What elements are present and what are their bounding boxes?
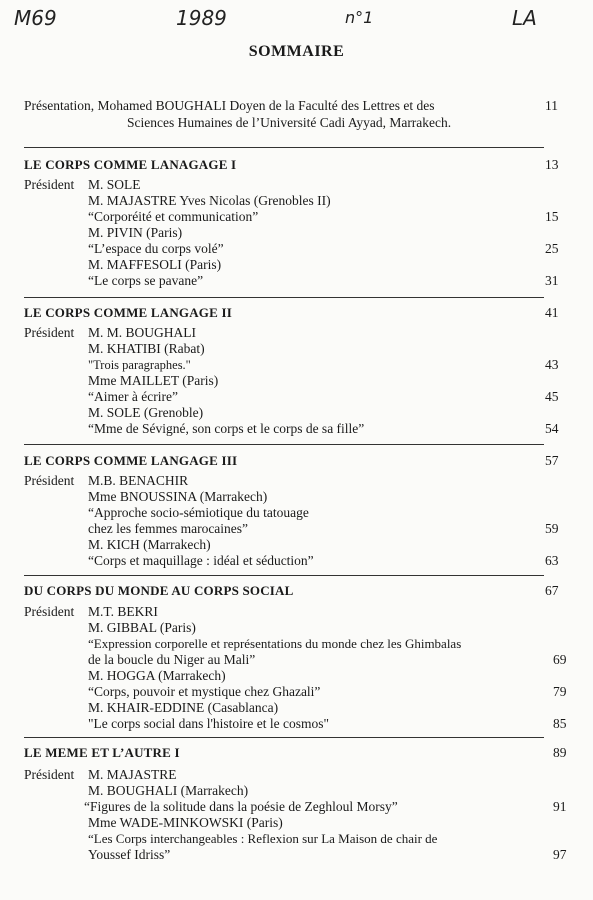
toc-entry: M. MAJASTRE Yves Nicolas (Grenobles II) xyxy=(88,193,331,208)
president-label: Président xyxy=(24,325,75,340)
section-page: 41 xyxy=(545,305,559,320)
toc-entry: “Expression corporelle et représentations du monde chez les Ghimbalas xyxy=(88,636,462,651)
toc-entry: “Corps et maquillage : idéal et séduction” xyxy=(88,553,314,568)
section-page: 57 xyxy=(545,453,559,468)
section-title: LE CORPS COMME LANAGAGE I xyxy=(24,157,237,172)
handwritten-note-2: 1989 xyxy=(176,6,227,30)
toc-entry: “Corporéité et communication” xyxy=(88,209,259,224)
handwritten-note-4: LA xyxy=(512,6,537,30)
toc-entry: “Corps, pouvoir et mystique chez Ghazali” xyxy=(88,684,321,699)
toc-entry: "Trois paragraphes." xyxy=(88,358,191,372)
toc-entry: M. KHAIR-EDDINE (Casablanca) xyxy=(88,700,279,715)
toc-entry: M. KICH (Marrakech) xyxy=(88,537,211,552)
toc-entry: M. HOGGA (Marrakech) xyxy=(88,668,226,683)
section-title: LE CORPS COMME LANGAGE II xyxy=(24,305,232,320)
section-title: LE MEME ET L’AUTRE I xyxy=(24,745,180,760)
toc-entry: M. MAFFESOLI (Paris) xyxy=(88,257,222,272)
section-title: LE CORPS COMME LANGAGE III xyxy=(24,453,238,468)
toc-entry: M.T. BEKRI xyxy=(88,604,158,619)
toc-page: 97 xyxy=(553,847,567,862)
president-label: Président xyxy=(24,473,75,488)
toc-page: 85 xyxy=(553,716,567,731)
toc-entry: M. KHATIBI (Rabat) xyxy=(88,341,205,356)
presentation-text-cont: Sciences Humaines de l’Université Cadi Ayyad, Marrakech. xyxy=(127,115,452,130)
toc-page: 63 xyxy=(545,553,559,568)
toc-entry: M. M. BOUGHALI xyxy=(88,325,196,340)
toc-page: 43 xyxy=(545,357,559,372)
toc-entry: Mme MAILLET (Paris) xyxy=(88,373,219,388)
toc-entry: M.B. BENACHIR xyxy=(88,473,189,488)
presentation-text: Présentation, Mohamed BOUGHALI Doyen de la Faculté des Lettres et des xyxy=(24,98,435,113)
toc-entry: M. PIVIN (Paris) xyxy=(88,225,183,240)
toc-entry: Mme WADE-MINKOWSKI (Paris) xyxy=(88,815,283,830)
toc-page: 91 xyxy=(553,799,567,814)
toc-entry: “Le corps se pavane” xyxy=(88,273,204,288)
toc-entry: “L’espace du corps volé” xyxy=(88,241,224,256)
toc-entry: M. GIBBAL (Paris) xyxy=(88,620,196,635)
toc-page: 79 xyxy=(553,684,567,699)
toc-page: 54 xyxy=(545,421,559,436)
toc-entry: Mme BNOUSSINA (Marrakech) xyxy=(88,489,268,504)
toc-entry: “Figures de la solitude dans la poésie de Zeghloul Morsy” xyxy=(84,799,398,814)
toc-entry: “Mme de Sévigné, son corps et le corps de sa fille” xyxy=(88,421,365,436)
page-title: SOMMAIRE xyxy=(248,43,345,60)
toc-entry: "Le corps social dans l'histoire et le cosmos" xyxy=(88,716,330,731)
president-label: Président xyxy=(24,604,75,619)
president-label: Président xyxy=(24,767,75,782)
toc-entry: M. SOLE xyxy=(88,177,141,192)
section-page: 13 xyxy=(545,157,559,172)
toc-entry: M. SOLE (Grenoble) xyxy=(88,405,204,420)
toc-entry: M. BOUGHALI (Marrakech) xyxy=(88,783,249,798)
president-label: Président xyxy=(24,177,75,192)
section-page: 89 xyxy=(553,745,567,760)
toc-page: 25 xyxy=(545,241,559,256)
toc-page: 15 xyxy=(545,209,559,224)
toc-entry: “Aimer à écrire” xyxy=(88,389,178,404)
presentation-page: 11 xyxy=(545,98,558,113)
section-page: 67 xyxy=(545,583,559,598)
toc-entry: M. MAJASTRE xyxy=(88,767,177,782)
toc-page: 31 xyxy=(545,273,559,288)
toc-entry: “Approche socio-sémiotique du tatouage xyxy=(88,505,309,520)
handwritten-note-1: M69 xyxy=(14,6,57,30)
toc-entry: chez les femmes marocaines” xyxy=(88,521,249,536)
toc-entry: “Les Corps interchangeables : Reflexion sur La Maison de chair de xyxy=(88,831,438,846)
section-title: DU CORPS DU MONDE AU CORPS SOCIAL xyxy=(24,583,294,598)
toc-page: 59 xyxy=(545,521,559,536)
toc-page: 69 xyxy=(553,652,567,667)
handwritten-note-3: n°1 xyxy=(345,8,374,27)
toc-entry: Youssef Idriss” xyxy=(88,847,171,862)
toc-entry: de la boucle du Niger au Mali” xyxy=(88,652,256,667)
toc-page: 45 xyxy=(545,389,559,404)
